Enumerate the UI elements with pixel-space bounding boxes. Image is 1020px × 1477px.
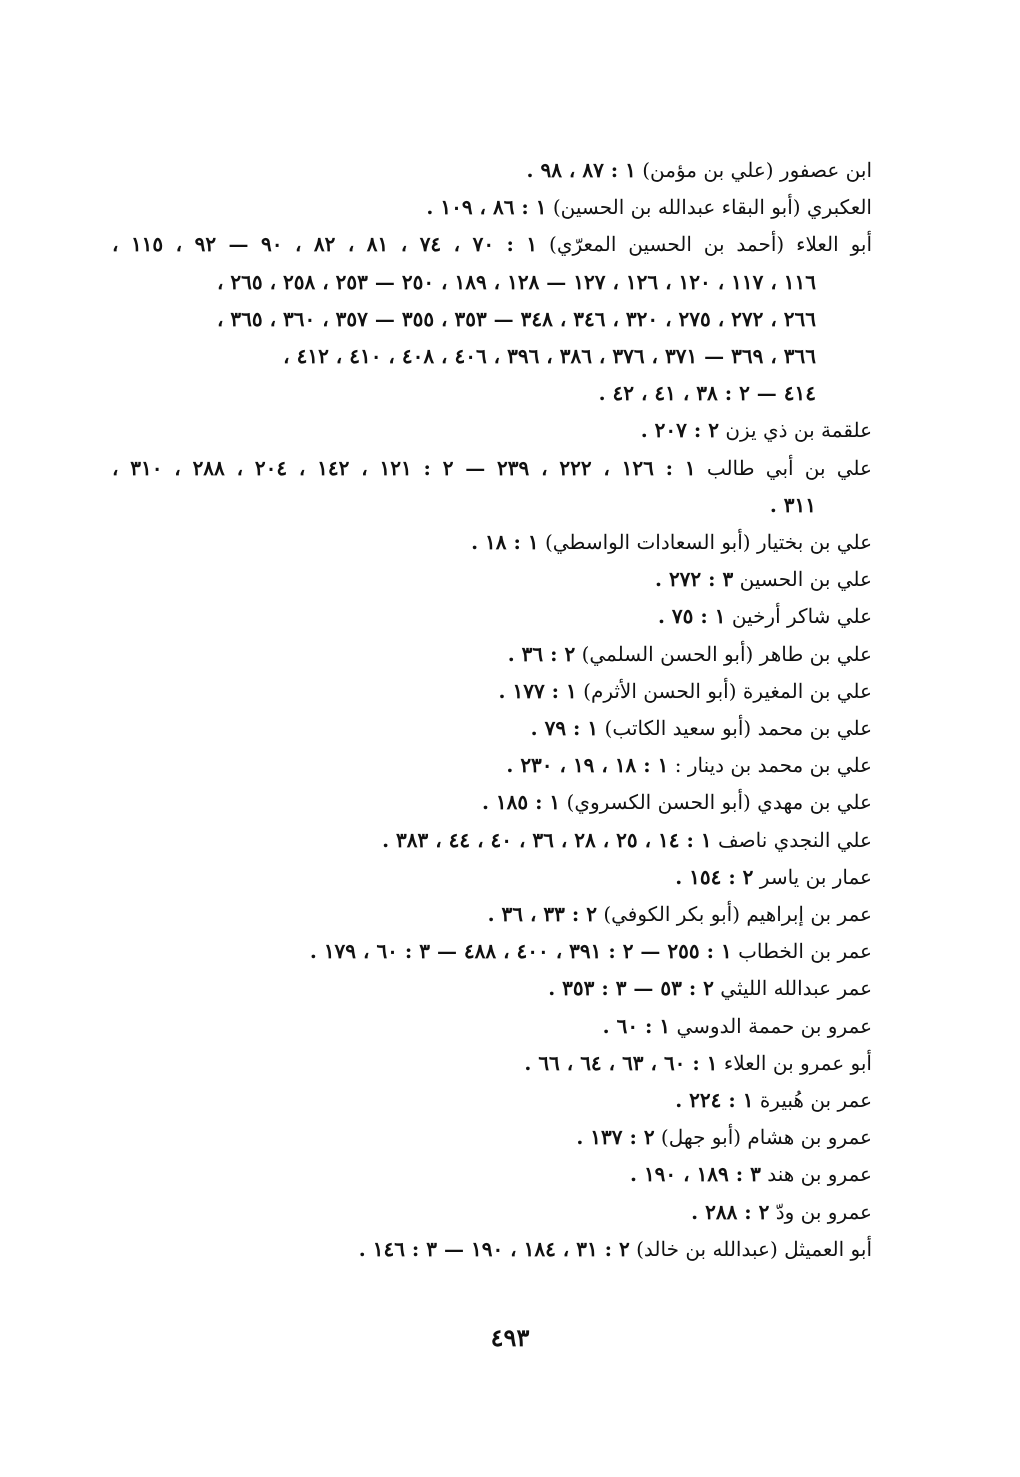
entry-first-line: [112, 226, 872, 263]
entry-name: أبو العلاء (أحمد بن الحسين المعرّي): [549, 232, 873, 257]
entry-references: ١ : ٦٠ ، ٦٣ ، ٦٤ ، ٦٦ .: [524, 1050, 718, 1075]
entry-references: ١ : ٨٦ ، ١٠٩ .: [426, 195, 547, 220]
page-number: ٤٩٣: [490, 1323, 530, 1352]
entry-references: ٢ : ١٣٧ .: [576, 1125, 655, 1150]
entry-name: عمرو بن هشام (أبو جهل): [660, 1125, 872, 1150]
entry-references-continued: ٣٦٦ ، ٣٦٩ — ٣٧١ ، ٣٧٦ ، ٣٨٦ ، ٣٩٦ ، ٤٠٦ ، ٤٠٨ ، ٤١٠ ، ٤١٢ ،: [283, 344, 816, 369]
entry-references: ١ : ١٧٧ .: [498, 678, 577, 703]
index-entry: [112, 747, 872, 784]
entry-references: ١ : ١٤ ، ٢٥ ، ٢٨ ، ٣٦ ، ٤٠ ، ٤٤ ، ٣٨٣ .: [382, 827, 712, 852]
entry-name: علي بن محمد بن دينار :: [674, 753, 872, 778]
entry-references: ٢ : ٢٠٧ .: [640, 418, 719, 443]
entry-name: عمرو بن هند: [767, 1162, 872, 1187]
index-entry: [112, 1156, 872, 1193]
index-entry: [112, 1194, 872, 1231]
index-entry: [112, 784, 872, 821]
entry-references: ٢ : ١٥٤ .: [675, 864, 754, 889]
entry-name: أبو العميثل (عبدالله بن خالد): [636, 1236, 872, 1261]
index-entry: [112, 598, 872, 635]
entry-references: ٣ : ٢٧٢ .: [655, 567, 734, 592]
index-entry: [112, 636, 872, 673]
entry-references: ١ : ١٨ .: [471, 530, 539, 555]
entry-name: عمار بن ياسر: [759, 864, 872, 889]
entry-name: عمر عبدالله الليثي: [720, 976, 872, 1001]
entry-name: أبو عمرو بن العلاء: [723, 1050, 872, 1075]
index-entry: [112, 1119, 872, 1156]
index-entries: [112, 152, 872, 1268]
entry-name: عمرو بن حممة الدوسي: [676, 1013, 872, 1038]
entry-references-continued: ٢٦٦ ، ٢٧٢ ، ٢٧٥ ، ٣٢٠ ، ٣٤٦ ، ٣٤٨ — ٣٥٣ ، ٣٥٥ — ٣٥٧ ، ٣٦٠ ، ٣٦٥ ،: [217, 306, 816, 331]
index-entry: [112, 1008, 872, 1045]
entry-name: علي بن الحسين: [739, 567, 872, 592]
entry-references: ١ : ٧٩ .: [530, 716, 599, 741]
index-entry: [112, 1045, 872, 1082]
index-entry: [112, 896, 872, 933]
entry-references: ١ : ٢٢٤ .: [675, 1088, 754, 1113]
entry-references-continued: ١١٦ ، ١١٧ ، ١٢٠ ، ١٢٦ ، ١٢٧ — ١٢٨ ، ١٨٩ ، ٢٥٠ — ٢٥٣ ، ٢٥٨ ، ٢٦٥ ،: [217, 269, 816, 294]
index-entry: [112, 189, 872, 226]
entry-references: ١ : ٢٥٥ — ٢ : ٣٩١ ، ٤٠٠ ، ٤٨٨ — ٣ : ٦٠ ، ١٧٩ .: [309, 939, 732, 964]
entry-name: عمر بن الخطاب: [738, 939, 872, 964]
entry-first-line: [112, 450, 872, 487]
entry-name: عمر بن هُبيرة: [759, 1088, 872, 1113]
entry-name: علقمة بن ذي يزن: [725, 418, 872, 443]
entry-name: العكبري (أبو البقاء عبدالله بن الحسين): [552, 195, 872, 220]
entry-references: ٣ : ١٨٩ ، ١٩٠ .: [630, 1162, 761, 1187]
entry-name: علي بن مهدي (أبو الحسن الكسروي): [566, 790, 872, 815]
entry-name: علي بن أبي طالب: [706, 455, 872, 480]
index-entry: [112, 152, 872, 189]
entry-references: ١ : ٦٠ .: [602, 1013, 671, 1038]
index-entry: [112, 412, 872, 449]
entry-name: علي شاكر أرخين: [731, 604, 872, 629]
index-entry: [112, 859, 872, 896]
entry-name: علي بن بختيار (أبو السعادات الواسطي): [544, 530, 872, 555]
entry-name: علي بن محمد (أبو سعيد الكاتب): [604, 716, 872, 741]
entry-references: ١ : ١٨ ، ١٩ ، ٢٣٠ .: [506, 753, 669, 778]
index-entry: [112, 710, 872, 747]
entry-references: ٢ : ٣٣ ، ٣٦ .: [487, 902, 597, 927]
entry-name: عمرو بن ودّ: [775, 1199, 872, 1224]
index-entry: [112, 561, 872, 598]
index-entry: [112, 524, 872, 561]
index-entry: [112, 226, 872, 412]
index-entry: [112, 450, 872, 524]
entry-name: علي بن المغيرة (أبو الحسن الأثرم): [583, 678, 872, 703]
entry-references: ٢ : ٢٨٨ .: [691, 1199, 770, 1224]
entry-name: علي بن طاهر (أبو الحسن السلمي): [581, 641, 872, 666]
entry-name: ابن عصفور (علي بن مؤمن): [642, 158, 872, 182]
entry-name: علي النجدي ناصف: [717, 827, 872, 852]
entry-references: ١ : ٧٥ .: [657, 604, 726, 629]
index-entry: [112, 1082, 872, 1119]
entry-references: ١ : ١٢٦ ، ٢٢٢ ، ٢٣٩ — ٢ : ١٢١ ، ١٤٢ ، ٢٠٤ ، ٢٨٨ ، ٣١٠ ،: [112, 455, 696, 480]
index-entry: [112, 822, 872, 859]
entry-references: ١ : ٨٧ ، ٩٨ .: [526, 158, 636, 182]
index-entry: [112, 1231, 872, 1268]
index-entry: [112, 933, 872, 970]
entry-references-continued: ٤١٤ — ٢ : ٣٨ ، ٤١ ، ٤٢ .: [598, 381, 816, 406]
entry-name: عمر بن إبراهيم (أبو بكر الكوفي): [603, 902, 872, 927]
entry-references-continued: ٣١١ .: [769, 492, 816, 517]
index-entry: [112, 970, 872, 1007]
entry-references: ٢ : ٣٦ .: [507, 641, 576, 666]
entry-references: ٢ : ٥٣ — ٣ : ٣٥٣ .: [548, 976, 714, 1001]
entry-references: ١ : ١٨٥ .: [481, 790, 561, 815]
entry-references: ١ : ٧٠ ، ٧٤ ، ٨١ ، ٨٢ ، ٩٠ — ٩٢ ، ١١٥ ،: [112, 232, 538, 257]
index-entry: [112, 673, 872, 710]
entry-references: ٢ : ٣١ ، ١٨٤ ، ١٩٠ — ٣ : ١٤٦ .: [358, 1236, 630, 1261]
